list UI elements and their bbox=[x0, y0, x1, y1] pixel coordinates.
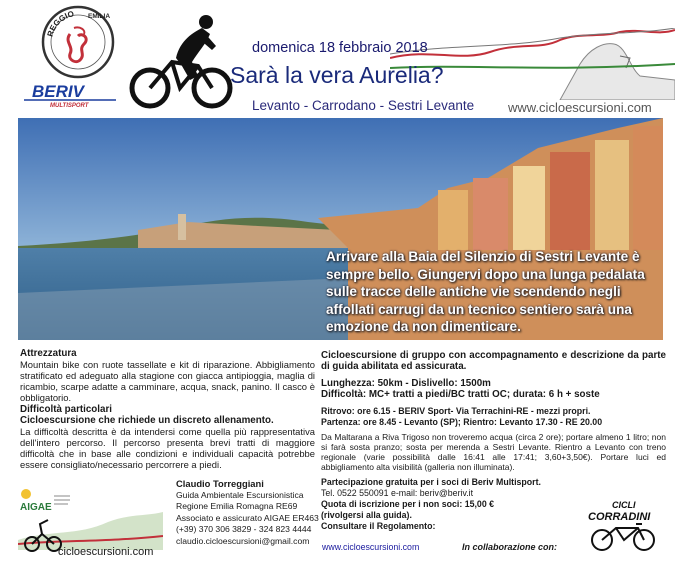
svg-text:cicloescursioni.com: cicloescursioni.com bbox=[58, 546, 154, 556]
contact-line: Tel. 0522 550091 e-mail: beriv@beriv.it bbox=[321, 488, 474, 498]
cicloescursioni-logo bbox=[18, 510, 163, 556]
svg-text:EMILIA: EMILIA bbox=[88, 13, 111, 20]
consultare-text: Consultare il Regolamento: bbox=[321, 521, 436, 531]
heading-attrezzatura: Attrezzatura bbox=[20, 348, 77, 359]
guide-contact bbox=[176, 478, 321, 548]
svg-text:AIGAE: AIGAE bbox=[20, 502, 52, 512]
guide-association: Associato e assicurato AIGAE ER463 bbox=[176, 512, 319, 523]
difficolta-detail: Difficoltà: MC+ tratti a piedi/BC tratti OC; durata: 6 h + soste bbox=[321, 389, 600, 400]
ritrovo-text: Ritrovo: ore 6.15 - BERIV Sport- Via Terrachini-RE - mezzi propri. bbox=[321, 406, 591, 416]
quota-text: Quota di iscrizione per i non soci: 15,00 € bbox=[321, 499, 495, 509]
difficolta-subheading: Cicloescursione che richiede un discreto allenamento. bbox=[20, 415, 274, 426]
guide-phones: (+39) 370 306 3829 - 324 823 4444 bbox=[176, 524, 312, 535]
aigae-logo bbox=[18, 486, 74, 512]
svg-text:MULTISPORT: MULTISPORT bbox=[50, 103, 89, 108]
guide-email[interactable]: claudio.cicloescursioni@gmail.com bbox=[176, 535, 310, 546]
photo-caption: Arrivare alla Baia del Silenzio di Sestri Levante è sempre bello. Giungervi dopo una lunga pedalata sulle tracce delle antiche vie scendendo negli affollati carrugi da un tecnico sentiero sarà una emozione da non dimenticare. bbox=[326, 249, 645, 334]
svg-text:CICLI: CICLI bbox=[612, 500, 636, 510]
collaboration-label: In collaborazione con: bbox=[462, 542, 558, 552]
rivolgersi-text: (rivolgersi alla guida). bbox=[321, 510, 412, 520]
partecipazione-text: Partecipazione gratuita per i soci di Beriv Multisport. bbox=[321, 477, 541, 487]
guide-region: Regione Emilia Romagna RE69 bbox=[176, 501, 298, 512]
cicli-corradini-logo bbox=[584, 498, 664, 554]
guide-name: Claudio Torreggiani bbox=[176, 478, 264, 489]
left-column bbox=[20, 348, 315, 470]
heading-difficolta: Difficoltà particolari bbox=[20, 404, 112, 415]
svg-text:REGGIO: REGGIO bbox=[45, 9, 75, 38]
cyclist-silhouette bbox=[128, 10, 236, 112]
attrezzatura-text: Mountain bike con ruote tassellate e kit di riparazione. Abbigliamento stratificato ed adeguato alla stagione con giacca antipioggia, maglia di ricambio, scarpe adatte a camminare, acqua, snack, panino. Il casco è obbligatorio. bbox=[20, 359, 315, 403]
event-route: Levanto - Carrodano - Sestri Levante bbox=[252, 98, 475, 113]
svg-text:CORRADINI: CORRADINI bbox=[588, 511, 651, 523]
regolamento-link[interactable]: www.cicloescursioni.com bbox=[322, 542, 420, 552]
beriv-multisport-logo bbox=[20, 80, 120, 108]
guide-role: Guida Ambientale Escursionistica bbox=[176, 489, 304, 500]
header-website: www.cicloescursioni.com bbox=[508, 100, 652, 115]
intro-text: Cicloescursione di gruppo con accompagnamento e descrizione da parte di guida abilitata ed assicurata. bbox=[321, 350, 666, 372]
reggio-emilia-seal-logo bbox=[40, 4, 116, 80]
svg-text:BERIV: BERIV bbox=[32, 82, 84, 101]
event-title: Sarà la vera Aurelia? bbox=[230, 62, 444, 88]
lunghezza-text: Lunghezza: 50km - Dislivello: 1500m bbox=[321, 378, 491, 389]
event-date: domenica 18 febbraio 2018 bbox=[252, 40, 428, 56]
notes-text: Da Maltarana a Riva Trigoso non troveremo acqua (circa 2 ore); portare almeno 1 litro; non si farà sosta pranzo; sosta per merenda a Sestri Levante. Rientro a Levanto con treno regionale (varie possibilità dalle 16:41 alle 17:41; 3,60+3,50€). Portare luci ed abbigliamento alta visibilità (galleria non illuminata). bbox=[321, 432, 666, 472]
partenza-text: Partenza: ore 8.45 - Levanto (SP); Rientro: Levanto 17.30 - RE 20.00 bbox=[321, 417, 603, 427]
difficolta-text: La difficoltà descritta è da intendersi come quella più rappresentativa dell'intero percorso. Il percorso presenta brevi tratti di maggiore difficoltà che in base alle condizioni e individuali capacità potrebbe essere consigliato/necessario percorrere a piedi. bbox=[20, 426, 315, 470]
